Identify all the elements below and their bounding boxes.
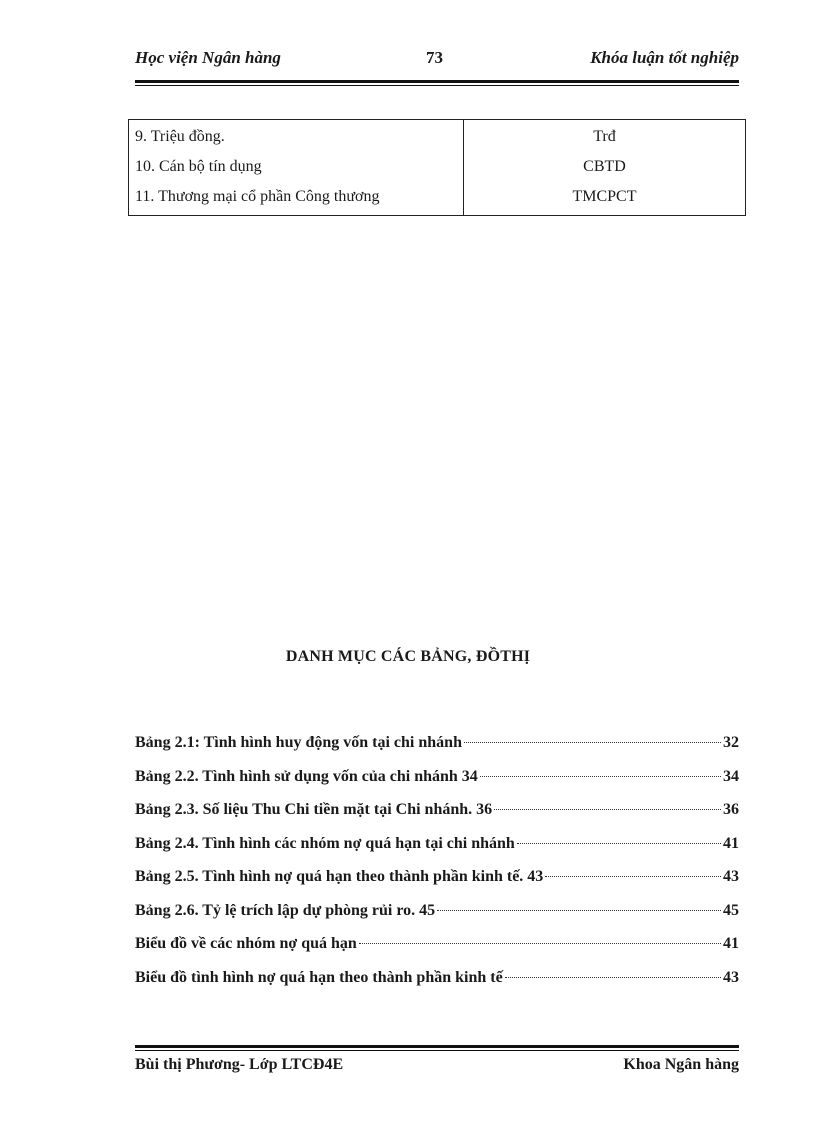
abbreviation-table	[128, 119, 746, 216]
abbreviation-code: Trđ	[593, 128, 616, 145]
toc-entry-label: Biểu đồ về các nhóm nợ quá hạn	[135, 935, 357, 952]
toc-entry-page: 41	[723, 834, 739, 852]
toc-entry-label: Bảng 2.6. Tỷ lệ trích lập dự phòng rủi ro. 45	[135, 901, 436, 919]
abbreviation-term: 11. Thương mại cổ phần Công thương	[135, 188, 380, 205]
toc-entry-page: 41	[723, 935, 739, 952]
toc-dot-leader	[517, 843, 721, 844]
toc-entry	[135, 969, 739, 1003]
toc-entry-page: 43	[723, 868, 739, 885]
toc-entry-label: Biểu đồ tình hình nợ quá hạn theo thành phần kinh tế	[135, 968, 503, 986]
toc-entry-page: 45	[723, 901, 739, 919]
section-title: DANH MỤC CÁC BẢNG, ĐỒTHỊ	[285, 648, 531, 665]
header-institution: Học viện Ngân hàng	[135, 48, 281, 67]
toc-entry-label: Bảng 2.3. Số liệu Thu Chi tiền mặt tại Chi nhánh. 36	[135, 801, 493, 818]
footer-faculty: Khoa Ngân hàng	[623, 1056, 739, 1073]
toc-dot-leader	[437, 910, 721, 911]
toc-entry-page: 32	[723, 734, 739, 751]
table-of-figures	[135, 734, 739, 1002]
toc-entry-label: Bảng 2.1: Tình hình huy động vốn tại chi nhánh	[135, 734, 462, 751]
toc-entry-label: Bảng 2.4. Tình hình các nhóm nợ quá hạn tại chi nhánh	[135, 834, 515, 852]
page-header	[135, 48, 739, 74]
toc-entry	[135, 868, 739, 902]
toc-entry	[135, 801, 739, 835]
toc-entry-label: Bảng 2.5. Tình hình nợ quá hạn theo thành phần kinh tế. 43	[135, 868, 544, 885]
footer-divider	[135, 1045, 739, 1051]
page-footer	[135, 1056, 739, 1080]
abbreviation-term: 10. Cán bộ tín dụng	[135, 158, 262, 175]
abbreviation-term: 9. Triệu đồng.	[135, 128, 225, 145]
header-document-type: Khóa luận tốt nghiệp	[590, 48, 739, 67]
header-page-number: 73	[426, 48, 443, 67]
toc-entry-page: 36	[723, 801, 739, 818]
toc-dot-leader	[464, 742, 721, 743]
toc-entry-label: Bảng 2.2. Tình hình sử dụng vốn của chi nhánh 34	[135, 767, 478, 785]
header-divider	[135, 80, 739, 86]
toc-entry	[135, 902, 739, 936]
abbreviation-code: TMCPCT	[572, 188, 637, 205]
abbreviation-terms-column	[129, 120, 464, 215]
toc-entry-page: 43	[723, 968, 739, 986]
toc-dot-leader	[494, 809, 721, 810]
toc-dot-leader	[545, 876, 721, 877]
toc-entry	[135, 734, 739, 768]
abbreviation-codes-column	[464, 120, 745, 215]
footer-author: Bùi thị Phương- Lớp LTCĐ4E	[135, 1056, 344, 1073]
toc-dot-leader	[359, 943, 721, 944]
abbreviation-code: CBTD	[583, 158, 626, 175]
toc-dot-leader	[505, 977, 721, 978]
toc-entry-page: 34	[723, 767, 739, 785]
toc-entry	[135, 835, 739, 869]
toc-entry	[135, 935, 739, 969]
toc-entry	[135, 768, 739, 802]
toc-dot-leader	[480, 776, 721, 777]
